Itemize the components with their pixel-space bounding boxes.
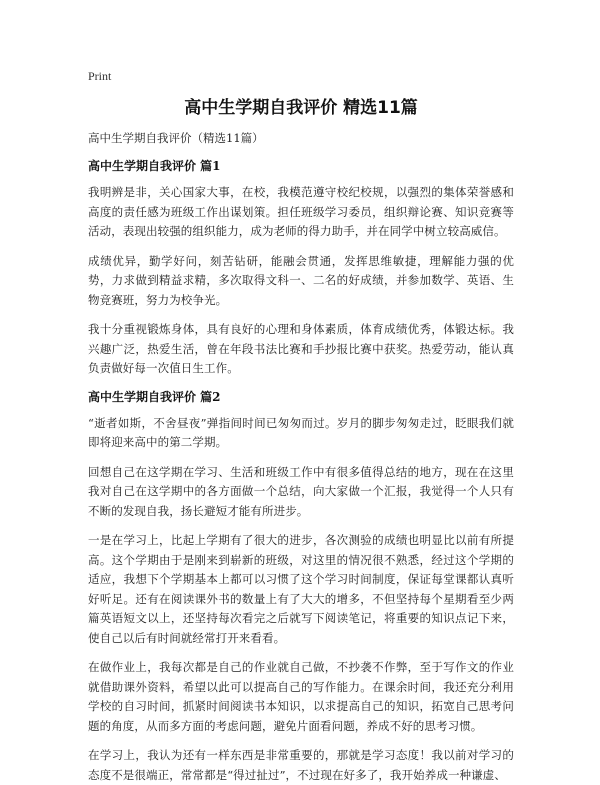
paragraph: 成绩优异，勤学好问，刻苦钻研，能融会贯通，发挥思维敏捷，理解能力强的优势，力求做到精益求精，多次取得文科一、二名的好成绩，并参加数学、英语、生物竞赛班，努力为校争光。 — [88, 252, 514, 311]
section-heading: 高中生学期自我评价 篇2 — [88, 389, 514, 405]
section-heading: 高中生学期自我评价 篇1 — [88, 158, 514, 174]
paragraph: 回想自己在这学期在学习、生活和班级工作中有很多值得总结的地方，现在在这里我对自己在这学期中的各方面做一个总结，向大家做一个汇报，我觉得一个人只有不断的发现自我，扬长避短才能有所进步。 — [88, 463, 514, 522]
print-label: Print — [88, 68, 514, 84]
section-2 — [88, 389, 514, 785]
document-page — [88, 68, 514, 785]
paragraph: 我十分重视锻炼身体，具有良好的心理和身体素质，体育成绩优秀，体锻达标。我兴趣广泛，热爱生活，曾在年段书法比赛和手抄报比赛中获奖。热爱劳动，能认真负责做好每一次值日生工作。 — [88, 320, 514, 379]
section-1 — [88, 158, 514, 379]
paragraph: 在做作业上，我每次都是自己的作业就自己做，不抄袭不作弊，至于写作文的作业就借助课外资料，希望以此可以提高自己的写作能力。在课余时间，我还充分利用学校的自习时间，抓紧时间阅读书本知识，以求提高自己的知识，拓宽自己思考问题的角度，从而多方面的考虑问题，避免片面看问题，养成不好的思考习惯。 — [88, 658, 514, 736]
document-subtitle: 高中生学期自我评价（精选11篇） — [88, 130, 514, 146]
document-title: 高中生学期自我评价 精选11篇 — [88, 97, 514, 119]
paragraph: “逝者如斯，不舍昼夜”弹指间时间已匆匆而过。岁月的脚步匆匆走过，眨眼我们就即将迎来高中的第二学期。 — [88, 414, 514, 453]
paragraph: 一是在学习上，比起上学期有了很大的进步，各次测验的成绩也明显比以前有所提高。这个学期由于是刚来到崭新的班级，对这里的情况很不熟悉，经过这个学期的适应，我想下个学期基本上都可以习惯了这个学习时间制度，保证每堂课都认真听好听足。还有在阅读课外书的数量上有了大大的增多，不但坚持每个星期看至少两篇英语短文以上，还坚持每次看完之后就写下阅读笔记，将重要的知识点记下来，使自己以后有时间就经常打开来看看。 — [88, 531, 514, 648]
paragraph: 我明辨是非，关心国家大事，在校，我模范遵守校纪校规，以强烈的集体荣誉感和高度的责任感为班级工作出谋划策。担任班级学习委员，组织辩论赛、知识竞赛等活动，表现出较强的组织能力，成为老师的得力助手，并在同学中树立较高威信。 — [88, 183, 514, 242]
paragraph: 在学习上，我认为还有一样东西是非常重要的，那就是学习态度！我以前对学习的态度不是很端正，常常都是“得过扯过”，不过现在好多了，我开始养成一种谦虚、 — [88, 746, 514, 785]
